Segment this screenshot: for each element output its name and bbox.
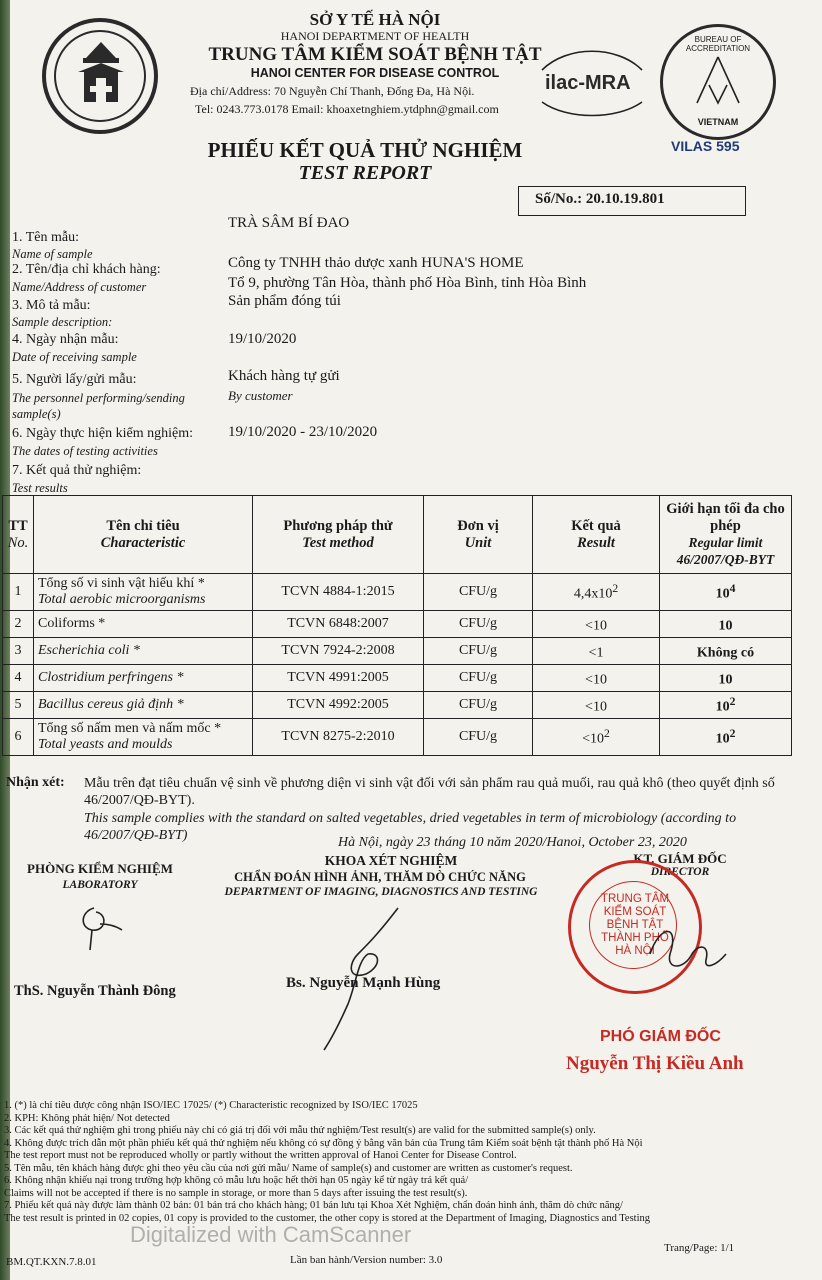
dept-title-en: DEPARTMENT OF IMAGING, DIAGNOSTICS AND TESTING — [224, 886, 538, 898]
deputy-title: PHÓ GIÁM ĐỐC — [600, 1028, 721, 1045]
field-label-6-en: The dates of testing activities — [12, 444, 158, 458]
row-no: 5 — [3, 692, 34, 719]
header-tt: TT — [8, 517, 28, 534]
remark-en: This sample complies with the standard on salted vegetables, dried vegetables in term of microbiology (according to 46/2007/QĐ-BYT) — [84, 811, 737, 843]
row-limit: 10 — [660, 665, 792, 692]
boa-seal: BUREAU OF ACCREDITATION VIETNAM — [660, 24, 776, 140]
row-characteristic: Coliforms * — [34, 611, 253, 638]
customer-address: Tổ 9, phường Tân Hòa, thành phố Hòa Bình, tỉnh Hòa Bình — [228, 275, 587, 291]
receiving-date: 19/10/2020 — [228, 331, 297, 347]
lab-head-name: ThS. Nguyễn Thành Đông — [14, 983, 176, 999]
header-unit-en: Unit — [464, 534, 492, 551]
row-no: 1 — [3, 574, 34, 611]
footnote-line: 7. Phiếu kết quả này được làm thành 02 bản: 01 bản trả cho khách hàng; 01 bản lưu tại Khoa Xét Nghiệm, chẩn đoán hình ảnh, thăm dò chức năng/ — [4, 1200, 623, 1211]
field-label-5: 5. Người lấy/gửi mẫu: — [12, 372, 137, 387]
table-row — [3, 692, 792, 719]
row-result: <1 — [533, 638, 660, 665]
sender: Khách hàng tự gửi — [228, 368, 340, 384]
row-result: <10 — [533, 692, 660, 719]
page-number: Trang/Page: 1/1 — [664, 1242, 735, 1254]
report-number-box — [518, 186, 746, 216]
row-limit: $10^2$ — [660, 719, 792, 756]
table-header-row — [3, 496, 792, 574]
field-label-5-en: The personnel performing/sending sample(s) — [12, 391, 185, 421]
footnote-line: 5. Tên mẫu, tên khách hàng được ghi theo yêu cầu của nơi gửi mẫu/ Name of sample(s) and customer are written as customer's request. — [4, 1162, 573, 1174]
sample-description: Sản phẩm đóng túi — [228, 293, 341, 309]
row-characteristic-en: Total aerobic microorganisms — [38, 592, 206, 607]
header-unit: Đơn vị — [457, 517, 499, 534]
remark-label: Nhận xét: — [6, 775, 65, 790]
camscanner-watermark: Digitalized with CamScanner — [130, 1222, 412, 1247]
stamp-line: KIỂM SOÁT — [603, 906, 667, 918]
row-unit: CFU/g — [424, 638, 533, 665]
row-unit: CFU/g — [424, 692, 533, 719]
footnote-line: The test report must not be reproduced wholly or partly without the written approval of Hanoi Center for Disease Control. — [4, 1150, 517, 1161]
sender-en: By customer — [228, 388, 293, 403]
field-label-3: 3. Mô tả mẫu: — [12, 298, 91, 313]
footnote-line: 6. Không nhận khiếu nại trong trường hợp không có mẫu lưu hoặc hết thời hạn 05 ngày kể từ ngày trả kết quả/ — [4, 1175, 469, 1186]
report-title: PHIẾU KẾT QUẢ THỬ NGHIỆM — [207, 138, 523, 162]
stamp-line: THÀNH PHỐ — [601, 932, 669, 944]
deputy-name: Nguyễn Thị Kiều Anh — [566, 1053, 744, 1074]
field-label-3-en: Sample description: — [12, 315, 113, 329]
header-characteristic-en: Characteristic — [100, 534, 186, 551]
dept-title-2: CHẨN ĐOÁN HÌNH ẢNH, THĂM DÒ CHỨC NĂNG — [234, 870, 526, 884]
row-method: TCVN 4884-1:2015 — [253, 574, 424, 611]
field-label-4-en: Date of receiving sample — [12, 350, 137, 364]
director-title-en: DIRECTOR — [650, 866, 710, 878]
field-label-1-en: Name of sample — [12, 247, 93, 261]
field-label-7-en: Test results — [12, 481, 68, 495]
dept-head-name: Bs. Nguyễn Mạnh Hùng — [286, 975, 441, 991]
row-characteristic: Tổng số vi sinh vật hiếu khí * Total aerobic microorganisms — [34, 574, 253, 611]
center-name: TRUNG TÂM KIỂM SOÁT BỆNH TẬT — [208, 44, 542, 65]
lab-title-en: LABORATORY — [62, 879, 138, 891]
testing-dates: 19/10/2020 - 23/10/2020 — [228, 424, 378, 440]
header-method: Phương pháp thử — [283, 517, 393, 534]
row-limit: Không có — [660, 638, 792, 665]
field-label-7: 7. Kết quả thử nghiệm: — [12, 463, 142, 478]
director-title: KT. GIÁM ĐỐC — [633, 851, 727, 866]
stamp-line: TRUNG TÂM — [600, 893, 670, 905]
header-result-en: Result — [577, 534, 615, 551]
field-label-6: 6. Ngày thực hiện kiểm nghiệm: — [12, 426, 193, 441]
row-unit: CFU/g — [424, 574, 533, 611]
row-unit: CFU/g — [424, 611, 533, 638]
center-name-en: HANOI CENTER FOR DISEASE CONTROL — [250, 66, 500, 80]
director-signature — [640, 914, 730, 984]
footnote-line: The test result is printed in 02 copies, 01 copy is provided to the customer, the other copy is stored at the Department of Imaging, Diagnostics and Testing — [4, 1212, 651, 1224]
row-characteristic: Clostridium perfringens * — [34, 665, 253, 692]
field-label-2: 2. Tên/địa chỉ khách hàng: — [12, 262, 161, 277]
address-line: Địa chỉ/Address: 70 Nguyễn Chí Thanh, Đống Đa, Hà Nội. — [190, 84, 475, 98]
footnote-line: 4. Không được trích dẫn một phần phiếu kết quả thử nghiệm nếu không có sự đồng ý bằng văn bản của Trung tâm Kiểm soát bệnh tật thành phố Hà Nội — [4, 1137, 643, 1149]
row-characteristic: Tổng số nấm men và nấm mốc * Total yeasts and moulds — [34, 719, 253, 756]
header-limit-en: Regular limit 46/2007/QĐ-BYT — [676, 534, 775, 567]
contact-line: Tel: 0243.773.0178 Email: khoaxetnghiem.ytdphn@gmail.com — [195, 102, 499, 116]
header-limit: Giới hạn tối đa cho phép — [666, 500, 785, 534]
lab-signature — [72, 900, 132, 955]
row-no: 4 — [3, 665, 34, 692]
dept-title: KHOA XÉT NGHIỆM — [324, 853, 458, 868]
row-characteristic-en: Total yeasts and moulds — [38, 737, 173, 752]
footnote-line: 1. (*) là chỉ tiêu được công nhận ISO/IEC 17025/ (*) Characteristic recognized by ISO/IEC 17025 — [4, 1100, 418, 1111]
field-label-4: 4. Ngày nhận mẫu: — [12, 332, 119, 347]
row-no: 6 — [3, 719, 34, 756]
row-limit: $10^4$ — [660, 574, 792, 611]
row-result: <10 — [533, 611, 660, 638]
header-tt-en: No. — [7, 534, 29, 551]
issue-date: Hà Nội, ngày 23 tháng 10 năm 2020/Hanoi, October 23, 2020 — [338, 835, 687, 850]
hcdc-logo — [42, 18, 158, 134]
row-characteristic: Escherichia coli * — [34, 638, 253, 665]
field-label-2-en: Name/Address of customer — [12, 280, 147, 294]
sample-name: TRÀ SÂM BÍ ĐAO — [228, 215, 350, 231]
row-result: <10 — [533, 665, 660, 692]
version-number: Lần ban hành/Version number: 3.0 — [290, 1254, 443, 1266]
table-row — [3, 665, 792, 692]
table-row — [3, 719, 792, 756]
row-method: TCVN 4992:2005 — [253, 692, 424, 719]
row-limit: $10^2$ — [660, 692, 792, 719]
row-method: TCVN 4991:2005 — [253, 665, 424, 692]
header-characteristic: Tên chỉ tiêu — [106, 517, 180, 534]
results-table — [2, 495, 792, 756]
customer-name: Công ty TNHH thảo dược xanh HUNA'S HOME — [228, 255, 524, 271]
row-method: TCVN 7924-2:2008 — [253, 638, 424, 665]
form-code: BM.QT.KXN.7.8.01 — [6, 1256, 97, 1268]
row-characteristic: Bacillus cereus giả định * — [34, 692, 253, 719]
row-unit: CFU/g — [424, 719, 533, 756]
footnote-line: Claims will not be accepted if there is no sample in storage, or more than 5 days after issuing the test result(s). — [4, 1187, 468, 1199]
row-no: 3 — [3, 638, 34, 665]
footnote-line: 3. Các kết quả thử nghiệm ghi trong phiếu này chỉ có giá trị đối với mẫu thử nghiệm/Test result(s) are valid for the submitted sample(s) only. — [4, 1125, 596, 1136]
table-row — [3, 611, 792, 638]
header-method-en: Test method — [302, 534, 374, 551]
stamp-line: BỆNH TẬT — [606, 919, 664, 931]
footnotes — [4, 1100, 810, 1225]
field-label-1: 1. Tên mẫu: — [12, 230, 80, 245]
row-result: $4,4x10^2$ — [533, 574, 660, 611]
table-row — [3, 574, 792, 611]
vilas-number: VILAS 595 — [671, 138, 740, 154]
row-result: $<10^2$ — [533, 719, 660, 756]
report-number: Số/No.: 20.10.19.801 — [535, 191, 665, 207]
table-row — [3, 638, 792, 665]
row-method: TCVN 6848:2007 — [253, 611, 424, 638]
footnote-line: 2. KPH: Không phát hiện/ Not detected — [4, 1112, 170, 1124]
row-method: TCVN 8275-2:2010 — [253, 719, 424, 756]
lab-title: PHÒNG KIỂM NGHIỆM — [27, 861, 173, 876]
row-no: 2 — [3, 611, 34, 638]
row-limit: 10 — [660, 611, 792, 638]
row-unit: CFU/g — [424, 665, 533, 692]
department-name-en: HANOI DEPARTMENT OF HEALTH — [280, 29, 470, 43]
remark-vi: Mẫu trên đạt tiêu chuẩn vệ sinh về phương diện vi sinh vật đối với sản phẩm rau quả muối, rau quả khô (theo quyết định số 46/2007/QĐ-BYT). — [84, 776, 775, 808]
ilac-mra-logo: ilac-MRA — [537, 40, 647, 120]
department-name: SỞ Y TẾ HÀ NỘI — [309, 10, 441, 29]
stamp-line: HÀ NỘI — [615, 945, 655, 957]
header-result: Kết quả — [571, 517, 621, 534]
report-title-en: TEST REPORT — [298, 162, 432, 184]
